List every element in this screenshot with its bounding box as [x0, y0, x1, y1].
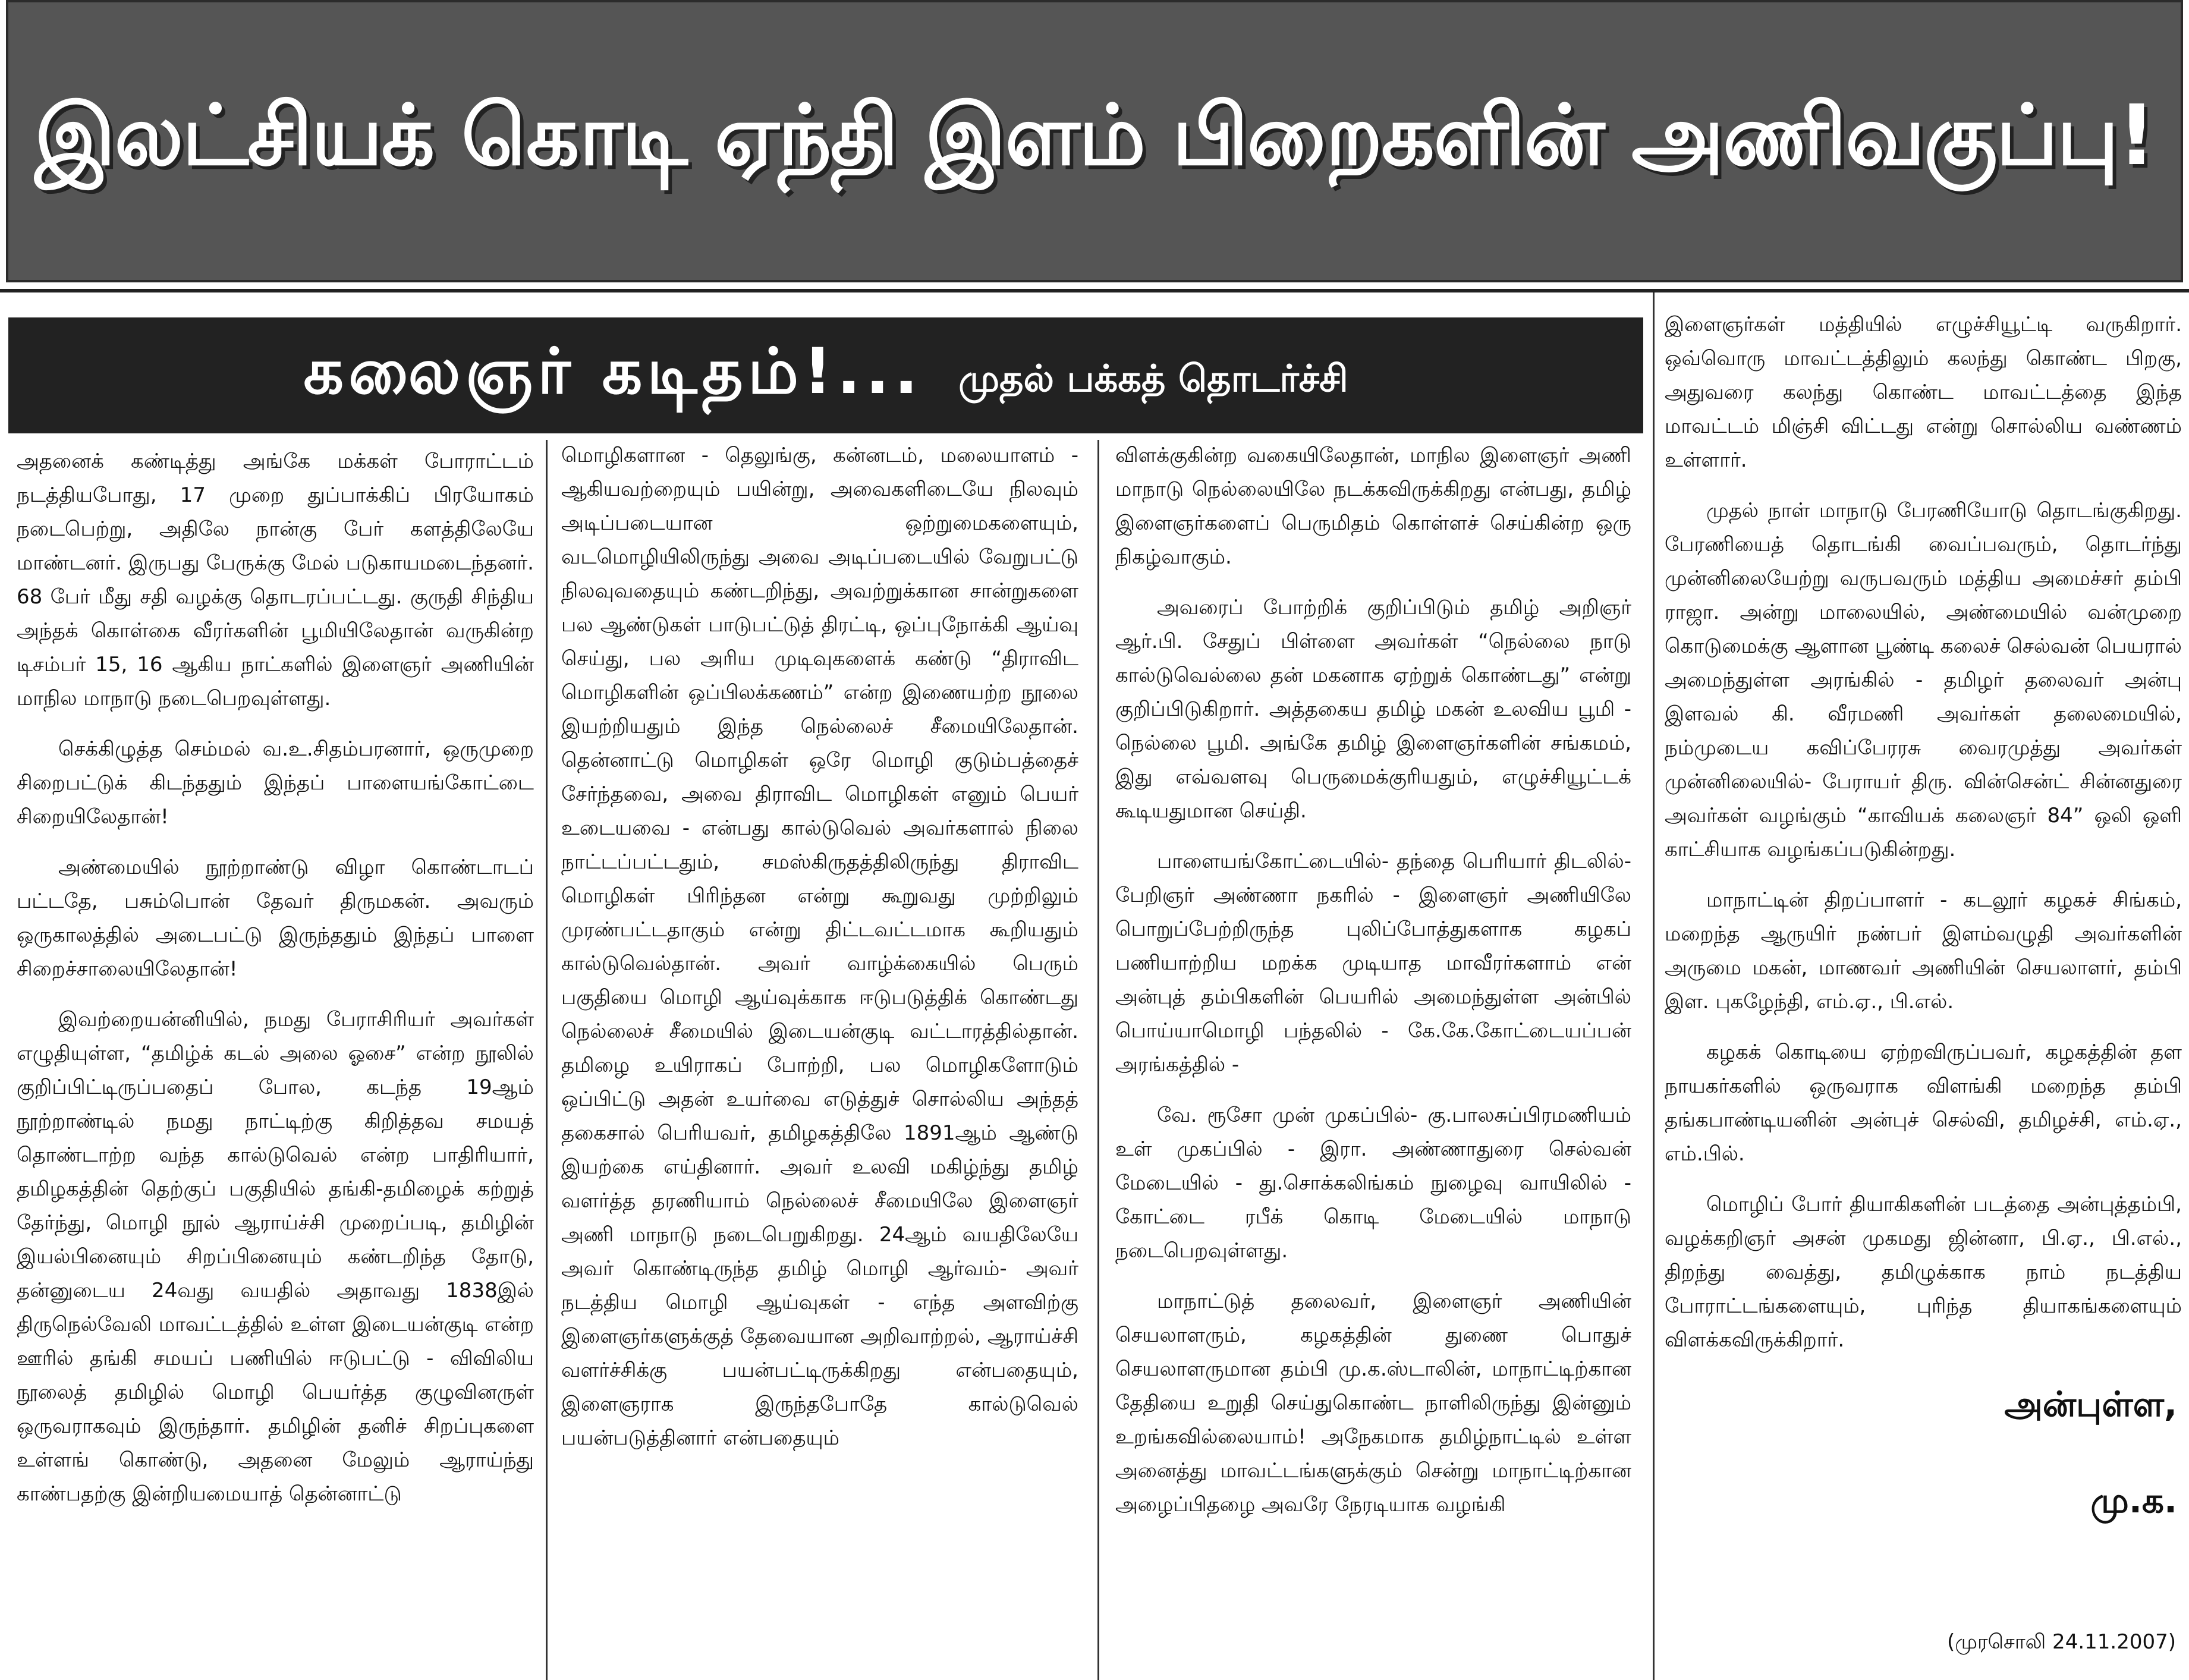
paragraph: மாநாட்டுத் தலைவர், இளைஞர் அணியின் செயலாளரும், கழகத்தின் துணை பொதுச் செயலாளருமான தம்பி மு.க.ஸ்டாலின், மாநாட்டிற்கான தேதியை உறுதி செய்துகொண்ட நாளிலிருந்து இன்னும் உறங்கவில்லையாம்! அநேகமாக தமிழ்நாட்டில் உள்ள அனைத்து மாவட்டங்களுக்கும் சென்று மாநாட்டிற்கான அழைப்பிதழை அவரே நேரடியாக வழங்கி	[1115, 1289, 1631, 1517]
section-title: கலைஞர் கடிதம்!...	[303, 334, 923, 408]
article-column-4	[1665, 308, 2182, 1352]
paragraph: அண்மையில் நூற்றாண்டு விழா கொண்டாடப் பட்டதே, பசும்பொன் தேவர் திருமகன். அவரும் ஒருகாலத்தில் அடைபட்டு இருந்ததும் இந்தப் பாளை சிறைச்சாலையிலேதான்!	[17, 855, 534, 981]
paragraph: பாளையங்கோட்டையில்- தந்தை பெரியார் திடலில்- பேறிஞர் அண்ணா நகரில் - இளைஞர் அணியிலே பொறுப்பேற்றிருந்த புலிப்போத்துகளாக கழகப் பணியாற்றிய மறக்க முடியாத மாவீரர்களாம் என் அன்புத் தம்பிகளின் பெயரில் அமைந்துள்ள அன்பில் பொய்யாமொழி பந்தலில் - கே.கே.கோட்டையப்பன் அரங்கத்தில் -	[1115, 850, 1631, 1077]
paragraph: மொழிகளான - தெலுங்கு, கன்னடம், மலையாளம் - ஆகியவற்றையும் பயின்று, அவைகளிடையே நிலவும் அடிப்படையான ஒற்றுமைகளையும், வடமொழியிலிருந்து அவை அடிப்படையில் வேறுபட்டு நிலவுவதையும் கண்டறிந்து, அவற்றுக்கான சான்றுகளை பல ஆண்டுகள் பாடுபட்டுத் திரட்டி, ஒப்புநோக்கி ஆய்வு செய்து, பல அரிய முடிவுகளைக் கண்டு “திராவிட மொழிகளின் ஒப்பிலக்கணம்” என்ற இணையற்ற நூலை இயற்றியதும் இந்த நெல்லைச் சீமையிலேதான். தென்னாட்டு மொழிகள் ஒரே மொழி குடும்பத்தைச் சேர்ந்தவை, அவை திராவிட மொழிகள் எனும் பெயர் உடையவை - என்பது கால்டுவெல் அவர்களால் நிலை நாட்டப்பட்டதும், சமஸ்கிருதத்திலிருந்து திராவிட மொழிகள் பிரிந்தன என்று கூறுவது முற்றிலும் முரண்பட்டதாகும் என்று திட்டவட்டமாக கூறியதும் கால்டுவெல்தான். அவர் வாழ்க்கையில் பெரும் பகுதியை மொழி ஆய்வுக்காக ஈடுபடுத்திக் கொண்டது நெல்லைச் சீமையில் இடையன்குடி வட்டாரத்தில்தான். தமிழை உயிராகப் போற்றி, பல மொழிகளோடும் ஒப்பிட்டு அதன் உயர்வை எடுத்துச் சொல்லிய அந்தத் தகைசால் பெரியவர், தமிழகத்திலே 1891ஆம் ஆண்டு இயற்கை எய்தினார். அவர் உலவி மகிழ்ந்து தமிழ் வளர்த்த தரணியாம் நெல்லைச் சீமையிலே இளைஞர் அணி மாநாடு நடைபெறுகிறது. 24ஆம் வயதிலேயே அவர் கொண்டிருந்த தமிழ் மொழி ஆர்வம்- அவர் நடத்திய மொழி ஆய்வுகள் - எந்த அளவிற்கு இளைஞர்களுக்குத் தேவையான அறிவாற்றல், ஆராய்ச்சி வளர்ச்சிக்கு பயன்பட்டிருக்கிறது என்பதையும், இளைஞராக இருந்தபோதே கால்டுவெல் பயன்படுத்தினார் என்பதையும்	[561, 443, 1078, 1450]
paragraph: அதனைக் கண்டித்து அங்கே மக்கள் போராட்டம் நடத்தியபோது, 17 முறை துப்பாக்கிப் பிரயோகம் நடைபெற்று, அதிலே நான்கு பேர் களத்திலேயே மாண்டனர். இருபது பேருக்கு மேல் படுகாயமடைந்தனர். 68 பேர் மீது சதி வழக்கு தொடரப்பட்டது. குருதி சிந்திய அந்தக் கொள்கை வீரர்களின் பூமியிலேதான் வருகின்ற டிசம்பர் 15, 16 ஆகிய நாட்களில் இளைஞர் அணியின் மாநில மாநாடு நடைபெறவுள்ளது.	[17, 449, 534, 710]
section-subtitle: முதல் பக்கத் தொடர்ச்சி	[958, 356, 1348, 400]
article-column-1	[17, 445, 534, 1669]
column-divider	[546, 440, 548, 1680]
paragraph: மொழிப் போர் தியாகிகளின் படத்தை அன்புத்தம்பி, வழக்கறிஞர் அசன் முகமது ஜின்னா, பி.ஏ., பி.எல்., திறந்து வைத்து, தமிழுக்காக நாம் நடத்திய போராட்டங்களையும், புரிந்த தியாகங்களையும் விளக்கவிருக்கிறார்.	[1665, 1193, 2182, 1352]
section-band	[8, 317, 1643, 433]
paragraph: செக்கிழுத்த செம்மல் வ.உ.சிதம்பரனார், ஒருமுறை சிறைபட்டுக் கிடந்ததும் இந்தப் பாளையங்கோட்டை சிறையிலேதான்!	[17, 737, 534, 829]
paragraph: கழகக் கொடியை ஏற்றவிருப்பவர், கழகத்தின் தள நாயகர்களில் ஒருவராக விளங்கி மறைந்த தம்பி தங்கபாண்டியனின் அன்புச் செல்வி, தமிழச்சி, எம்.ஏ., எம்.பில்.	[1665, 1040, 2182, 1166]
paragraph: அவரைப் போற்றிக் குறிப்பிடும் தமிழ் அறிஞர் ஆர்.பி. சேதுப் பிள்ளை அவர்கள் “நெல்லை நாடு கால்டுவெல்லை தன் மகனாக ஏற்றுக் கொண்டது” என்று குறிப்பிடுகிறார். அத்தகைய தமிழ் மகன் உலவிய பூமி - நெல்லை பூமி. அங்கே தமிழ் இளைஞர்களின் சங்கமம், இது எவ்வளவு பெருமைக்குரியதும், எழுச்சியூட்டக் கூடியதுமான செய்தி.	[1115, 596, 1631, 823]
paragraph: விளக்குகின்ற வகையிலேதான், மாநில இளைஞர் அணி மாநாடு நெல்லையிலே நடக்கவிருக்கிறது என்பது, தமிழ் இளைஞர்களைப் பெருமிதம் கொள்ளச் செய்கின்ற ஒரு நிகழ்வாகும்.	[1115, 443, 1631, 569]
paragraph: முதல் நாள் மாநாடு பேரணியோடு தொடங்குகிறது. பேரணியைத் தொடங்கி வைப்பவரும், தொடர்ந்து முன்னிலையேற்று வருபவரும் மத்திய அமைச்சர் தம்பி ராஜா. அன்று மாலையில், அண்மையில் வன்முறை கொடுமைக்கு ஆளான பூண்டி கலைச் செல்வன் பெயரால் அமைந்துள்ள அரங்கில் - தமிழர் தலைவர் அன்பு இளவல் கி. வீரமணி அவர்கள் தலைமையில், நம்முடைய கவிப்பேரரசு வைரமுத்து அவர்கள் முன்னிலையில்- பேராயர் திரு. வின்சென்ட் சின்னதுரை அவர்கள் வழங்கும் “காவியக் கலைஞர் 84” ஒலி ஒளி காட்சியாக வழங்கப்படுகின்றது.	[1665, 499, 2182, 861]
article-column-2	[561, 439, 1078, 1669]
paragraph: இளைஞர்கள் மத்தியில் எழுச்சியூட்டி வருகிறார். ஒவ்வொரு மாவட்டத்திலும் கலந்து கொண்ட பிறகு, அதுவரை கலந்து கொண்ட மாவட்டத்தை இந்த மாவட்டம் மிஞ்சி விட்டது என்று சொல்லிய வண்ணம் உள்ளார்.	[1665, 313, 2182, 472]
divider	[0, 289, 2189, 292]
paragraph: வே. ரூசோ முன் முகப்பில்- கு.பாலசுப்பிரமணியம் உள் முகப்பில் - இரா. அண்ணாதுரை செல்வன் மேடையில் - து.சொக்கலிங்கம் நுழைவு வாயிலில் - கோட்டை ரபீக் கொடி மேடையில் மாநாடு நடைபெறவுள்ளது.	[1115, 1103, 1631, 1263]
article-column-3	[1115, 439, 1631, 1669]
signoff-closing: அன்புள்ள,	[2004, 1384, 2177, 1424]
paragraph: இவற்றையன்னியில், நமது பேராசிரியர் அவர்கள் எழுதியுள்ள, “தமிழ்க் கடல் அலை ஓசை” என்ற நூலில் குறிப்பிட்டிருப்பதைப் போல, கடந்த 19ஆம் நூற்றாண்டில் நமது நாட்டிற்கு கிறித்தவ சமயத் தொண்டாற்ற வந்த கால்டுவெல் என்ற பாதிரியார், தமிழகத்தின் தெற்குப் பகுதியில் தங்கி-தமிழைக் கற்றுத் தேர்ந்து, மொழி நூல் ஆராய்ச்சி முறைப்படி, தமிழின் இயல்பினையும் சிறப்பினையும் கண்டறிந்த தோடு, தன்னுடைய 24வது வயதில் அதாவது 1838இல் திருநெல்வேலி மாவட்டத்தில் உள்ள இடையன்குடி என்ற ஊரில் தங்கி சமயப் பணியில் ஈடுபட்டு - விவிலிய நூலைத் தமிழில் மொழி பெயர்த்த குழுவினருள் ஒருவராகவும் இருந்தார். தமிழின் தனிச் சிறப்புகளை உள்ளங் கொண்டு, அதனை மேலும் ஆராய்ந்து காண்பதற்கு இன்றியமையாத் தென்னாட்டு	[17, 1008, 534, 1506]
source-citation: (முரசொலி 24.11.2007)	[1946, 1630, 2176, 1654]
signoff-name: மு.க.	[2090, 1480, 2177, 1521]
headline-banner	[6, 0, 2183, 282]
headline: இலட்சியக் கொடி ஏந்தி இளம் பிறைகளின் அணிவகுப்பு!	[34, 87, 2155, 184]
column-divider	[1097, 440, 1099, 1680]
paragraph: மாநாட்டின் திறப்பாளர் - கடலூர் கழகச் சிங்கம், மறைந்த ஆருயிர் நண்பர் இளம்வழுதி அவர்களின் அருமை மகன், மாணவர் அணியின் செயலாளர், தம்பி இள. புகழேந்தி, எம்.ஏ., பி.எல்.	[1665, 888, 2182, 1014]
column-divider	[1653, 292, 1655, 1680]
